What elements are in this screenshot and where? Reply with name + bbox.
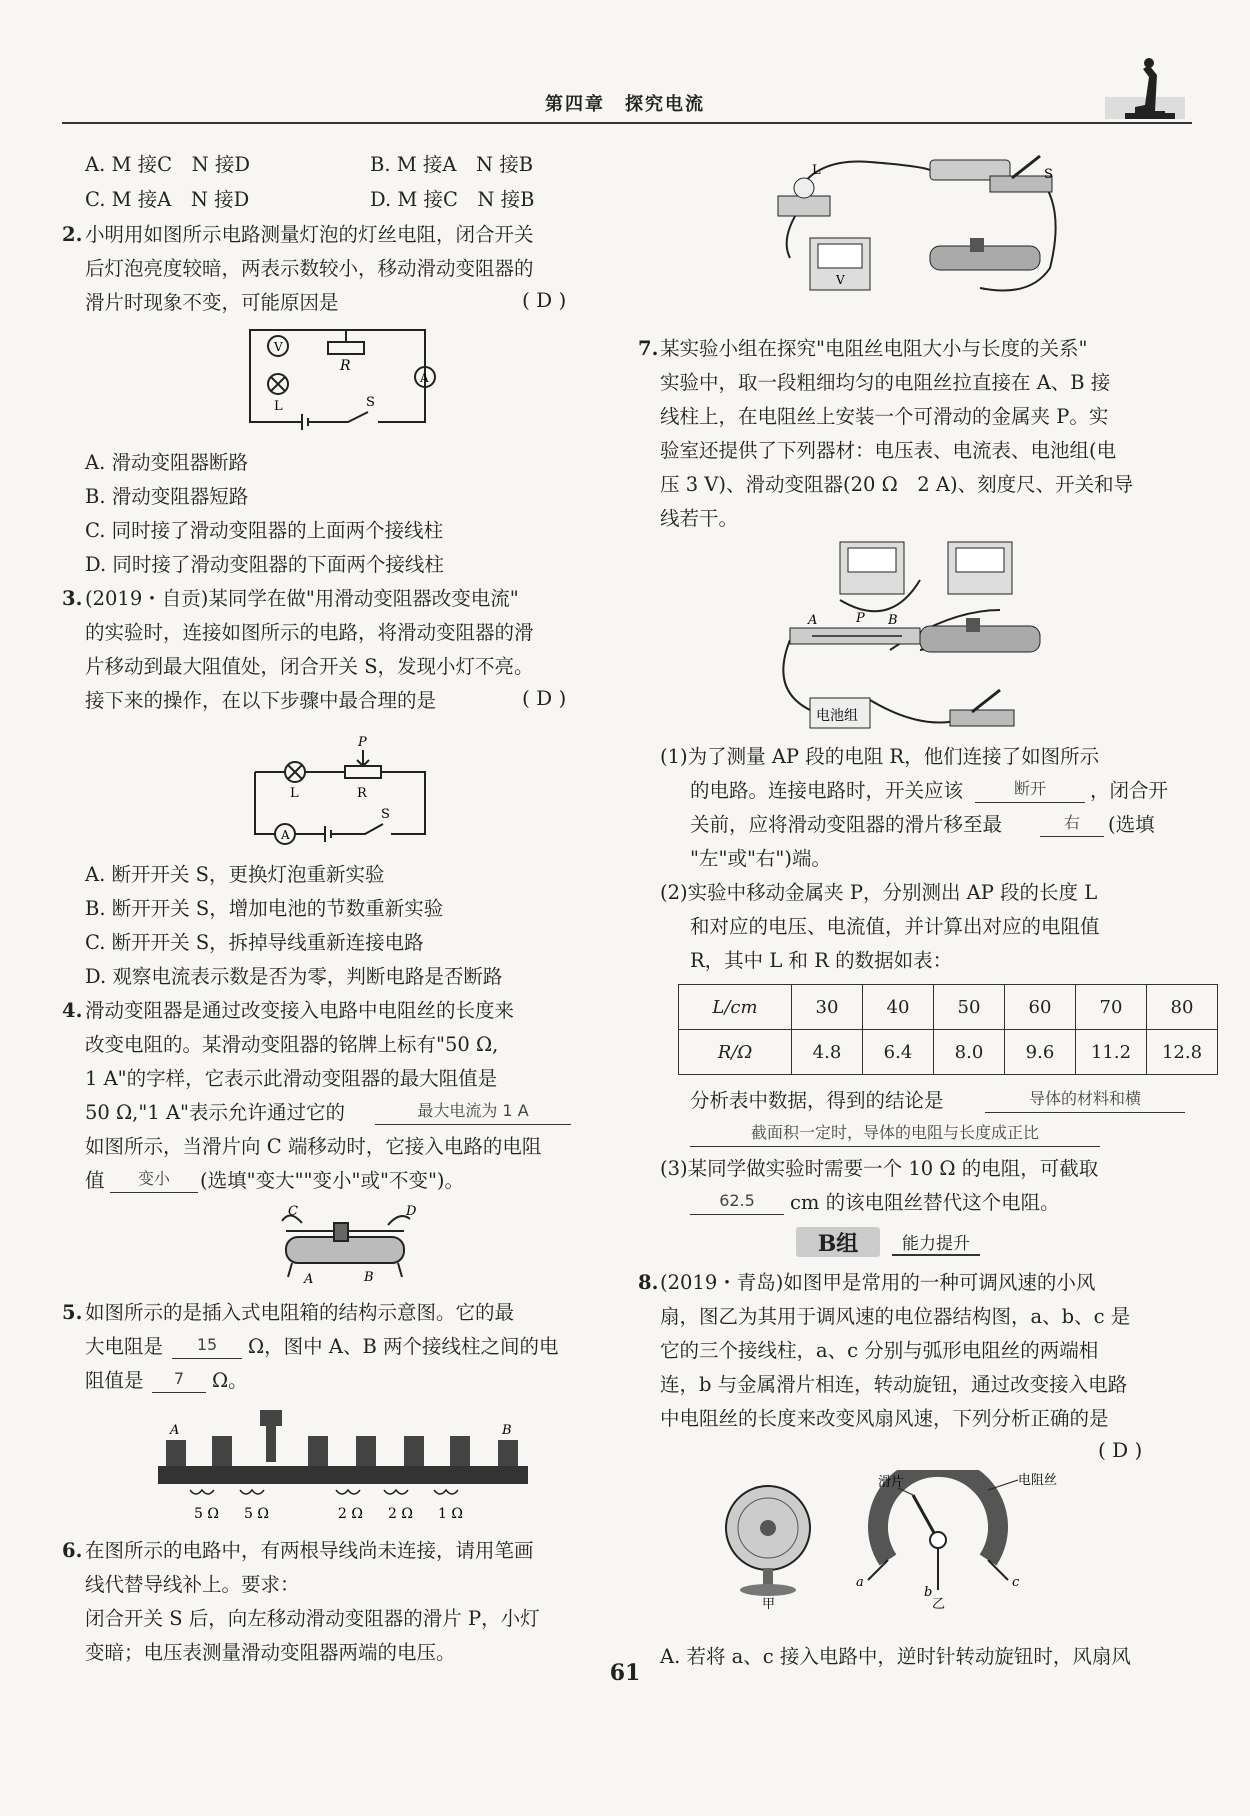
q5-number: 5. bbox=[62, 1301, 83, 1324]
q4-number: 4. bbox=[62, 999, 83, 1022]
q7-p1-line-2: 的电路。连接电路时，开关应该 bbox=[690, 779, 964, 802]
q6-line-1: 在图所示的电路中，有两根导线尚未连接，请用笔画 bbox=[85, 1539, 534, 1562]
q7-fig-label-battery: 电池组 bbox=[816, 708, 858, 724]
q5-resistor-label-4: 2 Ω bbox=[388, 1506, 413, 1522]
q1-option-c: C. M 接A N 接D bbox=[85, 188, 250, 211]
q3-option-c: C. 断开开关 S，拆掉导线重新连接电路 bbox=[85, 931, 424, 954]
q5-fill-1: 15 bbox=[172, 1332, 242, 1359]
q6-line-2: 线代替导线补上。要求： bbox=[85, 1573, 300, 1596]
q3-option-b: B. 断开开关 S，增加电池的节数重新实验 bbox=[85, 897, 444, 920]
q2-option-d: D. 同时接了滑动变阻器的下面两个接线柱 bbox=[85, 553, 444, 576]
q6-line-4: 变暗；电压表测量滑动变阻器两端的电压。 bbox=[85, 1641, 456, 1664]
q5-fill-2: 7 bbox=[152, 1366, 206, 1393]
q2-circuit-diagram bbox=[240, 322, 440, 434]
table-cell: 60 bbox=[1005, 985, 1076, 1030]
q4-line-3: 1 A"的字样，它表示此滑动变阻器的最大阻值是 bbox=[85, 1067, 498, 1090]
q5-resistance-box-figure bbox=[148, 1406, 538, 1526]
q3-option-d: D. 观察电流表示数是否为零，判断电路是否断路 bbox=[85, 965, 503, 988]
q1-option-b: B. M 接A N 接B bbox=[370, 153, 534, 176]
group-b-title: 能力提升 bbox=[892, 1229, 980, 1256]
q8-line-1: (2019・青岛)如图甲是常用的一种可调风速的小风 bbox=[660, 1271, 1096, 1294]
table-cell: 30 bbox=[792, 985, 863, 1030]
q3-number: 3. bbox=[62, 587, 83, 610]
q7-fig-label-a: A bbox=[808, 613, 818, 628]
q7-p1-line-3: ，闭合开 bbox=[1090, 779, 1169, 802]
q3-line-2: 的实验时，连接如图所示的电路，将滑动变阻器的滑 bbox=[85, 621, 534, 644]
q1-option-a: A. M 接C N 接D bbox=[85, 153, 250, 176]
q7-line-2: 实验中，取一段粗细均匀的电阻丝拉直接在 A、B 接 bbox=[660, 371, 1111, 394]
q2-line-3: 滑片时现象不变，可能原因是 bbox=[85, 291, 339, 314]
q2-fig-label-r: R bbox=[340, 358, 351, 374]
table-header-r: R/Ω bbox=[679, 1030, 792, 1075]
q7-line-4: 验室还提供了下列器材：电压表、电流表、电池组(电 bbox=[660, 439, 1117, 462]
q8-fig-label-a: a bbox=[856, 1575, 864, 1590]
table-cell: 80 bbox=[1147, 985, 1218, 1030]
q3-answer: ( D ) bbox=[522, 686, 567, 710]
q7-p3-fill: 62.5 bbox=[690, 1188, 784, 1215]
q7-p2-fill-a: 导体的材料和横 bbox=[985, 1086, 1185, 1113]
chapter-title: 第四章 探究电流 bbox=[545, 94, 705, 115]
q4-fig-label-c: C bbox=[288, 1205, 298, 1219]
q3-circuit-diagram bbox=[245, 722, 435, 852]
q3-fig-label-r: R bbox=[357, 786, 367, 801]
q3-line-1: (2019・自贡)某同学在做"用滑动变阻器改变电流" bbox=[85, 587, 519, 610]
q4-line-2: 改变电阻的。某滑动变阻器的铭牌上标有"50 Ω, bbox=[85, 1033, 499, 1056]
q4-line-4: 50 Ω,"1 A"表示允许通过它的 bbox=[85, 1101, 346, 1124]
q5-fig-end-b: B bbox=[502, 1423, 512, 1438]
table-row bbox=[679, 1030, 1218, 1075]
table-cell: 8.0 bbox=[934, 1030, 1005, 1075]
q8-option-a: A. 若将 a、c 接入电路中，逆时针转动旋钮时，风扇风 bbox=[660, 1645, 1131, 1668]
q4-fig-label-a: A bbox=[304, 1272, 314, 1285]
page-number: 61 bbox=[609, 1660, 641, 1686]
q7-number: 7. bbox=[638, 337, 659, 360]
q7-p2-line-3: R，其中 L 和 R 的数据如表： bbox=[690, 949, 953, 972]
q4-rheostat-figure bbox=[270, 1205, 430, 1285]
q7-line-5: 压 3 V)、滑动变阻器(20 Ω 2 A)、刻度尺、开关和导 bbox=[660, 473, 1134, 496]
q2-fig-label-v: V bbox=[274, 340, 283, 354]
q4-line-6: 值 bbox=[85, 1169, 105, 1192]
q6-fig-label-l: L bbox=[812, 163, 821, 178]
q5-line-2: 大电阻是 bbox=[85, 1335, 164, 1358]
q4-fill-2: 变小 bbox=[110, 1166, 198, 1193]
q8-fig-label-b: b bbox=[924, 1585, 933, 1600]
q7-line-6: 线若干。 bbox=[660, 507, 739, 530]
table-cell: 12.8 bbox=[1147, 1030, 1218, 1075]
q7-p2-line-2: 和对应的电压、电流值，并计算出对应的电阻值 bbox=[690, 915, 1100, 938]
q5-resistor-label-5: 1 Ω bbox=[438, 1506, 463, 1522]
group-b-heading bbox=[796, 1226, 980, 1258]
q7-p2-conclusion-prefix: 分析表中数据，得到的结论是 bbox=[690, 1089, 944, 1112]
q6-line-3: 闭合开关 S 后，向左移动滑动变阻器的滑片 P，小灯 bbox=[85, 1607, 540, 1630]
header-rule bbox=[62, 122, 1192, 124]
table-header-l: L/cm bbox=[679, 985, 792, 1030]
q2-number: 2. bbox=[62, 223, 83, 246]
table-cell: 9.6 bbox=[1005, 1030, 1076, 1075]
q8-line-3: 它的三个接线柱，a、c 分别与弧形电阻丝的两端相 bbox=[660, 1339, 1099, 1362]
q7-p1-line-4: 关前，应将滑动变阻器的滑片移至最 bbox=[690, 813, 1003, 836]
q7-circuit-figure bbox=[770, 540, 1060, 740]
q7-p2-line-1: (2)实验中移动金属夹 P，分别测出 AP 段的长度 L bbox=[660, 881, 1098, 904]
q7-p2-fill-b: 截面积一定时，导体的电阻与长度成正比 bbox=[690, 1120, 1100, 1147]
table-cell: 6.4 bbox=[863, 1030, 934, 1075]
group-b-badge: B组 bbox=[796, 1227, 880, 1257]
q2-answer: ( D ) bbox=[522, 288, 567, 312]
microscope-icon bbox=[1105, 55, 1185, 123]
q8-number: 8. bbox=[638, 1271, 659, 1294]
q7-p1-line-1: (1)为了测量 AP 段的电阻 R，他们连接了如图所示 bbox=[660, 745, 1100, 768]
q7-line-1: 某实验小组在探究"电阻丝电阻大小与长度的关系" bbox=[660, 337, 1088, 360]
table-cell: 40 bbox=[863, 985, 934, 1030]
q8-fig-label-yi: 乙 bbox=[932, 1597, 946, 1610]
q7-p1-fill-2: 右 bbox=[1040, 810, 1104, 837]
q2-line-2: 后灯泡亮度较暗，两表示数较小，移动滑动变阻器的 bbox=[85, 257, 534, 280]
table-cell: 4.8 bbox=[792, 1030, 863, 1075]
q6-fig-label-s: S bbox=[1044, 167, 1053, 182]
q3-fig-label-p: P bbox=[358, 735, 367, 750]
q3-fig-label-a: A bbox=[281, 828, 290, 842]
q4-line-7: (选填"变大""变小"或"不变")。 bbox=[200, 1169, 465, 1192]
q4-line-5: 如图所示，当滑片向 C 端移动时，它接入电路的电阻 bbox=[85, 1135, 542, 1158]
q5-line-3: Ω，图中 A、B 两个接线柱之间的电 bbox=[248, 1335, 559, 1358]
q8-line-5: 中电阻丝的长度来改变风扇风速，下列分析正确的是 bbox=[660, 1407, 1109, 1430]
q6-fig-label-v: V bbox=[836, 273, 845, 287]
q7-line-3: 线柱上，在电阻丝上安装一个可滑动的金属夹 P。实 bbox=[660, 405, 1109, 428]
q3-option-a: A. 断开开关 S，更换灯泡重新实验 bbox=[85, 863, 385, 886]
table-cell: 50 bbox=[934, 985, 1005, 1030]
q4-fig-label-b: B bbox=[364, 1270, 374, 1285]
q5-line-4: 阻值是 bbox=[85, 1369, 144, 1392]
q2-option-a: A. 滑动变阻器断路 bbox=[85, 451, 248, 474]
q3-line-3: 片移动到最大阻值处，闭合开关 S，发现小灯不亮。 bbox=[85, 655, 534, 678]
q8-answer: ( D ) bbox=[1098, 1438, 1143, 1462]
q8-fan-potentiometer-figure bbox=[718, 1470, 1108, 1610]
q7-data-table bbox=[678, 984, 1218, 1075]
q7-fig-label-b: B bbox=[888, 613, 898, 628]
q7-p3-line-2: cm 的该电阻丝替代这个电阻。 bbox=[790, 1191, 1060, 1214]
q3-line-4: 接下来的操作，在以下步骤中最合理的是 bbox=[85, 689, 437, 712]
q2-line-1: 小明用如图所示电路测量灯泡的灯丝电阻，闭合开关 bbox=[85, 223, 534, 246]
q7-p1-line-6: "左"或"右")端。 bbox=[690, 847, 831, 870]
q7-p1-fill-1: 断开 bbox=[975, 776, 1085, 803]
q8-line-2: 扇，图乙为其用于调风速的电位器结构图，a、b、c 是 bbox=[660, 1305, 1131, 1328]
q7-fig-label-p: P bbox=[856, 611, 865, 626]
q2-fig-label-a: A bbox=[420, 371, 429, 385]
q8-fig-label-jia: 甲 bbox=[762, 1597, 776, 1610]
q7-p1-line-5: (选填 bbox=[1108, 813, 1155, 836]
q5-resistor-label-2: 5 Ω bbox=[244, 1506, 269, 1522]
table-cell: 11.2 bbox=[1076, 1030, 1147, 1075]
q7-p3-line-1: (3)某同学做实验时需要一个 10 Ω 的电阻，可截取 bbox=[660, 1157, 1099, 1180]
q4-fig-label-d: D bbox=[406, 1205, 417, 1219]
q5-line-1: 如图所示的是插入式电阻箱的结构示意图。它的最 bbox=[85, 1301, 515, 1324]
q8-line-4: 连，b 与金属滑片相连，转动旋钮，通过改变接入电路 bbox=[660, 1373, 1128, 1396]
q1-option-d: D. M 接C N 接B bbox=[370, 188, 535, 211]
q8-fig-label-wire: 电阻丝 bbox=[1018, 1473, 1058, 1488]
q8-fig-label-c: c bbox=[1012, 1575, 1020, 1590]
q2-fig-label-l: L bbox=[274, 399, 283, 414]
q3-fig-label-l: L bbox=[290, 786, 299, 801]
q2-option-b: B. 滑动变阻器短路 bbox=[85, 485, 249, 508]
q5-line-5: Ω。 bbox=[212, 1369, 248, 1392]
table-row bbox=[679, 985, 1218, 1030]
q6-number: 6. bbox=[62, 1539, 83, 1562]
q8-fig-label-slider: 滑片 bbox=[878, 1475, 905, 1490]
q3-fig-label-s: S bbox=[381, 807, 390, 822]
table-cell: 70 bbox=[1076, 985, 1147, 1030]
q2-option-c: C. 同时接了滑动变阻器的上面两个接线柱 bbox=[85, 519, 444, 542]
q6-circuit-figure bbox=[760, 148, 1070, 308]
q4-fill-1: 最大电流为 1 A bbox=[375, 1098, 571, 1125]
q5-resistor-label-1: 5 Ω bbox=[194, 1506, 219, 1522]
q5-fig-end-a: A bbox=[170, 1423, 180, 1438]
q4-line-1: 滑动变阻器是通过改变接入电路中电阻丝的长度来 bbox=[85, 999, 515, 1022]
q2-fig-label-s: S bbox=[366, 395, 375, 410]
q5-resistor-label-3: 2 Ω bbox=[338, 1506, 363, 1522]
